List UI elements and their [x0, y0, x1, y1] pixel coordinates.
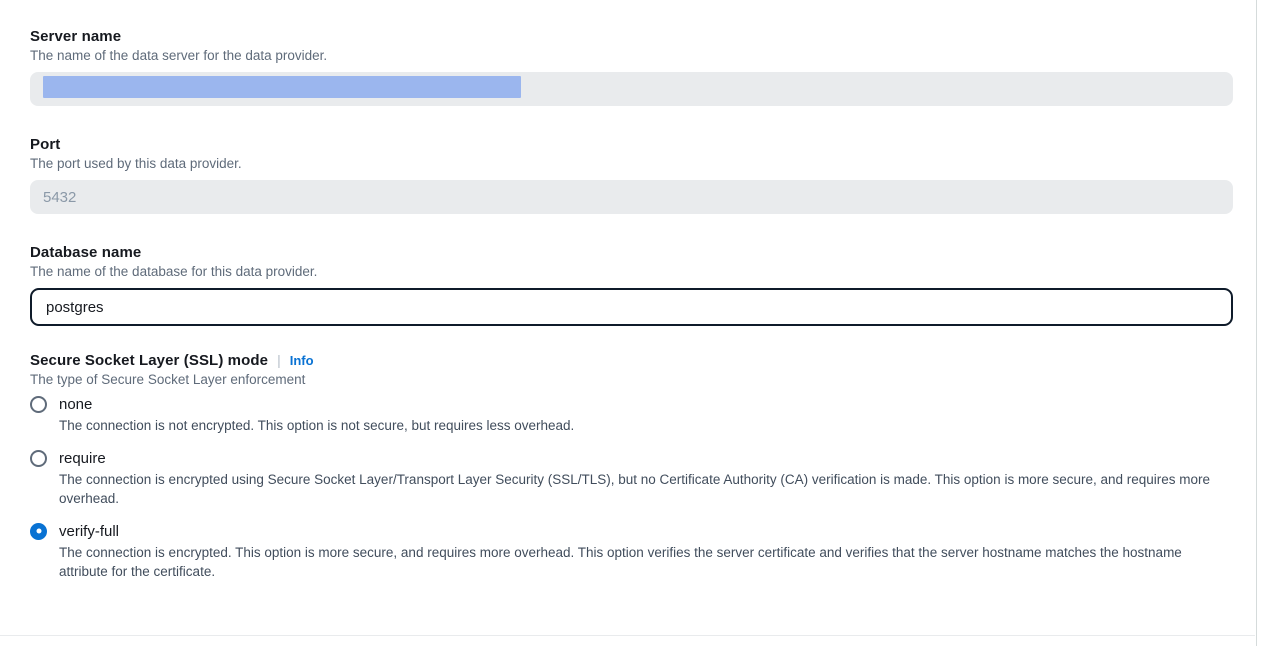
server-name-input[interactable] — [30, 72, 1233, 106]
server-name-text-selection-highlight — [43, 76, 521, 98]
port-description: The port used by this data provider. — [30, 156, 242, 171]
panel-bottom-divider — [0, 635, 1255, 636]
ssl-option-none-line[interactable] — [30, 396, 1233, 413]
port-label: Port — [30, 136, 61, 153]
database-name-label: Database name — [30, 244, 142, 261]
ssl-mode-label: Secure Socket Layer (SSL) mode — [30, 352, 269, 369]
radio-none-icon[interactable] — [30, 396, 47, 413]
field-server-name — [30, 28, 1233, 106]
ssl-option-verify-full-description: The connection is encrypted. This option is more secure, and requires more overhead. This option verifies the server certificate and verifies that the server hostname matches the hostname attribute for the certificate. — [59, 544, 1182, 580]
field-database-name — [30, 244, 1233, 326]
field-port — [30, 136, 1233, 214]
ssl-option-verify-full-label: verify-full — [59, 522, 120, 540]
ssl-option-none-description: The connection is not encrypted. This option is not secure, but requires less overhead. — [59, 418, 575, 433]
database-name-value: postgres — [46, 298, 104, 316]
database-name-description: The name of the database for this data provider. — [30, 264, 318, 279]
ssl-option-require-description: The connection is encrypted using Secure Socket Layer/Transport Layer Security (SSL/TLS), but no Certificate Authority (CA) verification is made. This option is more secure, and requires more overhead. — [59, 471, 1211, 507]
ssl-mode-description: The type of Secure Socket Layer enforcement — [30, 372, 306, 387]
database-name-input[interactable] — [30, 288, 1233, 326]
ssl-header-divider: | — [277, 352, 281, 368]
ssl-option-require[interactable] — [30, 450, 1233, 509]
ssl-option-require-line[interactable] — [30, 450, 1233, 467]
ssl-info-link[interactable]: Info — [289, 353, 314, 368]
ssl-mode-radio-group — [30, 396, 1233, 582]
panel-right-divider — [1256, 0, 1257, 646]
ssl-option-none[interactable] — [30, 396, 1233, 436]
ssl-option-none-label: none — [59, 396, 93, 413]
field-ssl-mode — [30, 352, 1233, 582]
ssl-option-verify-full-line[interactable] — [30, 523, 1233, 540]
radio-verify-full-icon[interactable] — [30, 523, 47, 540]
ssl-option-verify-full[interactable] — [30, 523, 1233, 582]
server-name-label: Server name — [30, 28, 122, 45]
server-name-description: The name of the data server for the data provider. — [30, 48, 328, 63]
radio-require-icon[interactable] — [30, 450, 47, 467]
ssl-option-require-label: require — [59, 449, 106, 467]
port-input[interactable] — [30, 180, 1233, 214]
ssl-mode-header — [30, 352, 1233, 369]
port-value: 5432 — [43, 188, 77, 206]
